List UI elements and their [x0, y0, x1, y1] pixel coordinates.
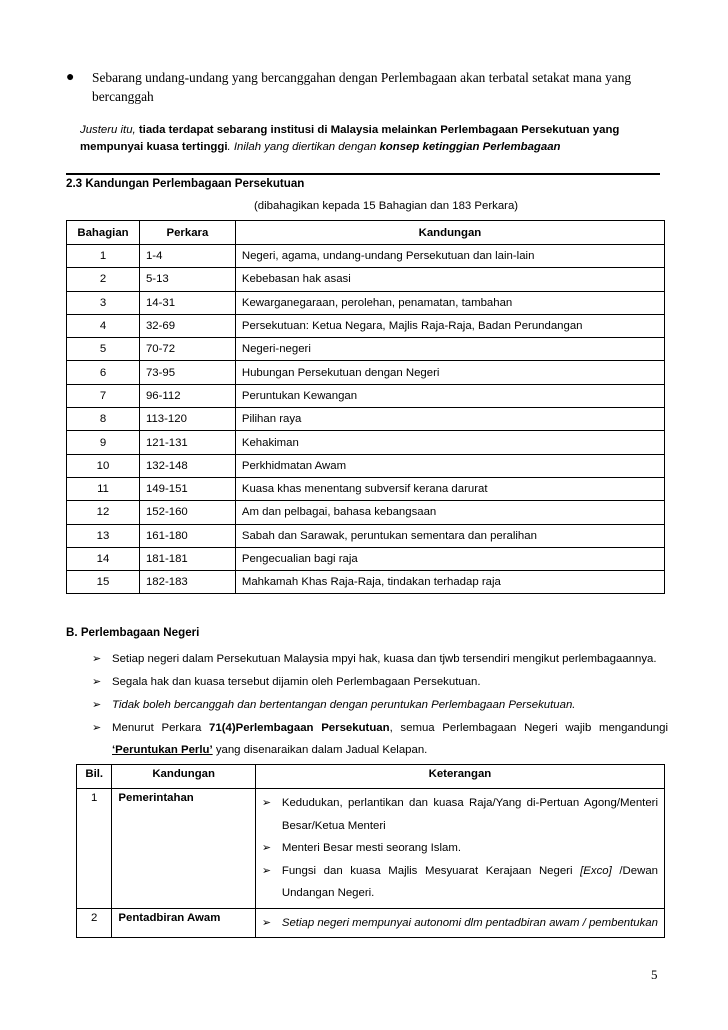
section-b-title: B. Perlembagaan Negeri: [66, 626, 200, 639]
arrow-right-icon: ➢: [92, 722, 102, 734]
cell-perkara: 149-151: [139, 477, 235, 500]
list-item-text: Segala hak dan kuasa tersebut dijamin oleh Perlembagaan Persekutuan.: [112, 676, 481, 688]
list-item-text: Menurut Perkara 71(4)Perlembagaan Persekutuan, semua Perlembagaan Negeri wajib mengandungi: [112, 722, 669, 734]
arrow-right-icon: ➢: [261, 864, 272, 877]
cell-bahagian: 14: [67, 547, 140, 570]
cell-perkara: 152-160: [139, 501, 235, 524]
page-number: 5: [651, 967, 658, 982]
cell-bahagian: 3: [67, 291, 140, 314]
header-bil: Bil.: [77, 765, 112, 789]
peruntukan-perlu-label: ‘Peruntukan Perlu’: [112, 744, 213, 756]
cell-perkara: 161-180: [139, 524, 235, 547]
list-item: ➢ Menurut Perkara 71(4)Perlembagaan Persekutuan, semua Perlembagaan Negeri wajib mengandungi ‘Peruntukan Perlu’ yang disenaraikan dalam Jadual Kelapan.: [92, 719, 672, 761]
cell-bahagian: 6: [67, 361, 140, 384]
arrow-right-icon: ➢: [261, 842, 272, 854]
cell-perkara: 5-13: [139, 268, 235, 291]
header-bahagian: Bahagian: [67, 221, 140, 245]
cell-perkara: 121-131: [139, 431, 235, 454]
table-header-row: [67, 221, 665, 245]
table-row: [67, 547, 665, 570]
cell-kandungan: Hubungan Persekutuan dengan Negeri: [235, 361, 664, 384]
cell-perkara: 70-72: [139, 338, 235, 361]
arrow-right-icon: ➢: [92, 676, 102, 688]
cell-perkara: 32-69: [139, 314, 235, 337]
cell-perkara: 113-120: [139, 408, 235, 431]
table-row: [67, 384, 665, 407]
arrow-right-icon: ➢: [92, 653, 102, 665]
cell-kandungan: Kebebasan hak asasi: [235, 268, 664, 291]
cell-bahagian: 12: [67, 501, 140, 524]
table-row: [67, 524, 665, 547]
cell-keterangan: ➢ Setiap negeri mempunyai autonomi dlm pentadbiran awam / pembentukan: [255, 908, 664, 938]
list-item-text: Setiap negeri dalam Persekutuan Malaysia mpyi hak, kuasa dan tjwb tersendiri mengikut perlembagaannya.: [112, 653, 657, 665]
table-row: [77, 908, 665, 938]
cell-bahagian: 10: [67, 454, 140, 477]
arrow-right-icon: ➢: [261, 916, 272, 929]
intro-bold: tiada terdapat sebarang institusi di Malaysia melainkan Perlembagaan Persekutuan yang mempunyai kuasa tertinggi: [80, 124, 620, 153]
section-title: 2.3 Kandungan Perlembagaan Persekutuan: [66, 177, 305, 190]
cell-kandungan: Kehakiman: [235, 431, 664, 454]
cell-bahagian: 7: [67, 384, 140, 407]
header-keterangan: Keterangan: [255, 765, 664, 789]
header-kandungan: Kandungan: [235, 221, 664, 245]
bullet-dot-icon: ●: [66, 70, 75, 85]
cell-kandungan: Am dan pelbagai, bahasa kebangsaan: [235, 501, 664, 524]
header-kandungan: Kandungan: [112, 765, 255, 789]
header-perkara: Perkara: [139, 221, 235, 245]
cell-kandungan: Negeri, agama, undang-undang Persekutuan dan lain-lain: [235, 245, 664, 268]
arrow-right-icon: ➢: [92, 699, 102, 711]
cell-kandungan: Peruntukan Kewangan: [235, 384, 664, 407]
cell-bahagian: 15: [67, 571, 140, 594]
cell-bahagian: 2: [67, 268, 140, 291]
arrow-right-icon: ➢: [261, 797, 272, 809]
intro-paragraph: [80, 122, 660, 156]
cell-bil: 2: [77, 908, 112, 938]
table-row: [67, 477, 665, 500]
table-row: [67, 408, 665, 431]
table-row: [67, 268, 665, 291]
cell-kandungan: Kewarganegaraan, perolehan, penamatan, tambahan: [235, 291, 664, 314]
table-row: [67, 314, 665, 337]
table-row: [67, 431, 665, 454]
top-bullet-text: Sebarang undang-undang yang bercanggahan dengan Perlembagaan akan terbatal setakat mana yang bercanggah: [92, 70, 632, 104]
cell-kandungan: Pengecualian bagi raja: [235, 547, 664, 570]
table-row: [67, 571, 665, 594]
cell-kandungan: Pilihan raya: [235, 408, 664, 431]
cell-bahagian: 5: [67, 338, 140, 361]
cell-perkara: 132-148: [139, 454, 235, 477]
cell-kandungan: Persekutuan: Ketua Negara, Majlis Raja-Raja, Badan Perundangan: [235, 314, 664, 337]
cell-perkara: 73-95: [139, 361, 235, 384]
cell-kandungan: Sabah dan Sarawak, peruntukan sementara dan peralihan: [235, 524, 664, 547]
cell-kandungan: Pentadbiran Awam: [112, 908, 255, 938]
cell-kandungan: Negeri-negeri: [235, 338, 664, 361]
table-row: [67, 245, 665, 268]
table-row: [67, 338, 665, 361]
cell-perkara: 1-4: [139, 245, 235, 268]
table-row: [67, 291, 665, 314]
negeri-table: [76, 764, 665, 938]
kandungan-table: [66, 220, 665, 594]
cell-perkara: 182-183: [139, 571, 235, 594]
cell-bahagian: 13: [67, 524, 140, 547]
cell-kandungan: Perkhidmatan Awam: [235, 454, 664, 477]
cell-perkara: 181-181: [139, 547, 235, 570]
cell-kandungan: Kuasa khas menentang subversif kerana darurat: [235, 477, 664, 500]
cell-bahagian: 9: [67, 431, 140, 454]
cell-kandungan: Mahkamah Khas Raja-Raja, tindakan terhadap raja: [235, 571, 664, 594]
cell-kandungan: Pemerintahan: [112, 789, 255, 909]
cell-keterangan: ➢ Kedudukan, perlantikan dan kuasa Raja/Yang di-Pertuan Agong/Menteri Besar/Ketua Menteri ➢ Menteri Besar mesti seorang Islam. ➢ Fungsi dan kuasa Majlis Mesyuarat Kerajaan Negeri [Exco] /Dewan Undangan Negeri.: [255, 789, 664, 909]
cell-bahagian: 11: [67, 477, 140, 500]
section-subtitle: (dibahagikan kepada 15 Bahagian dan 183 Perkara): [254, 200, 519, 212]
intro-italic2: . Inilah yang diertikan dengan: [227, 141, 380, 153]
cell-bahagian: 8: [67, 408, 140, 431]
list-item-text: Tidak boleh bercanggah dan bertentangan dengan peruntukan Perlembagaan Persekutuan.: [112, 699, 576, 711]
cell-bil: 1: [77, 789, 112, 909]
intro-bold-italic: konsep ketinggian Perlembagaan: [379, 141, 561, 153]
table-row: [67, 361, 665, 384]
cell-perkara: 14-31: [139, 291, 235, 314]
table-row: [77, 789, 665, 909]
cell-perkara: 96-112: [139, 384, 235, 407]
table-header-row: [77, 765, 665, 789]
table-row: [67, 501, 665, 524]
table-row: [67, 454, 665, 477]
section-divider: [66, 173, 660, 175]
cell-bahagian: 4: [67, 314, 140, 337]
cell-bahagian: 1: [67, 245, 140, 268]
intro-italic: Justeru itu,: [80, 124, 136, 136]
